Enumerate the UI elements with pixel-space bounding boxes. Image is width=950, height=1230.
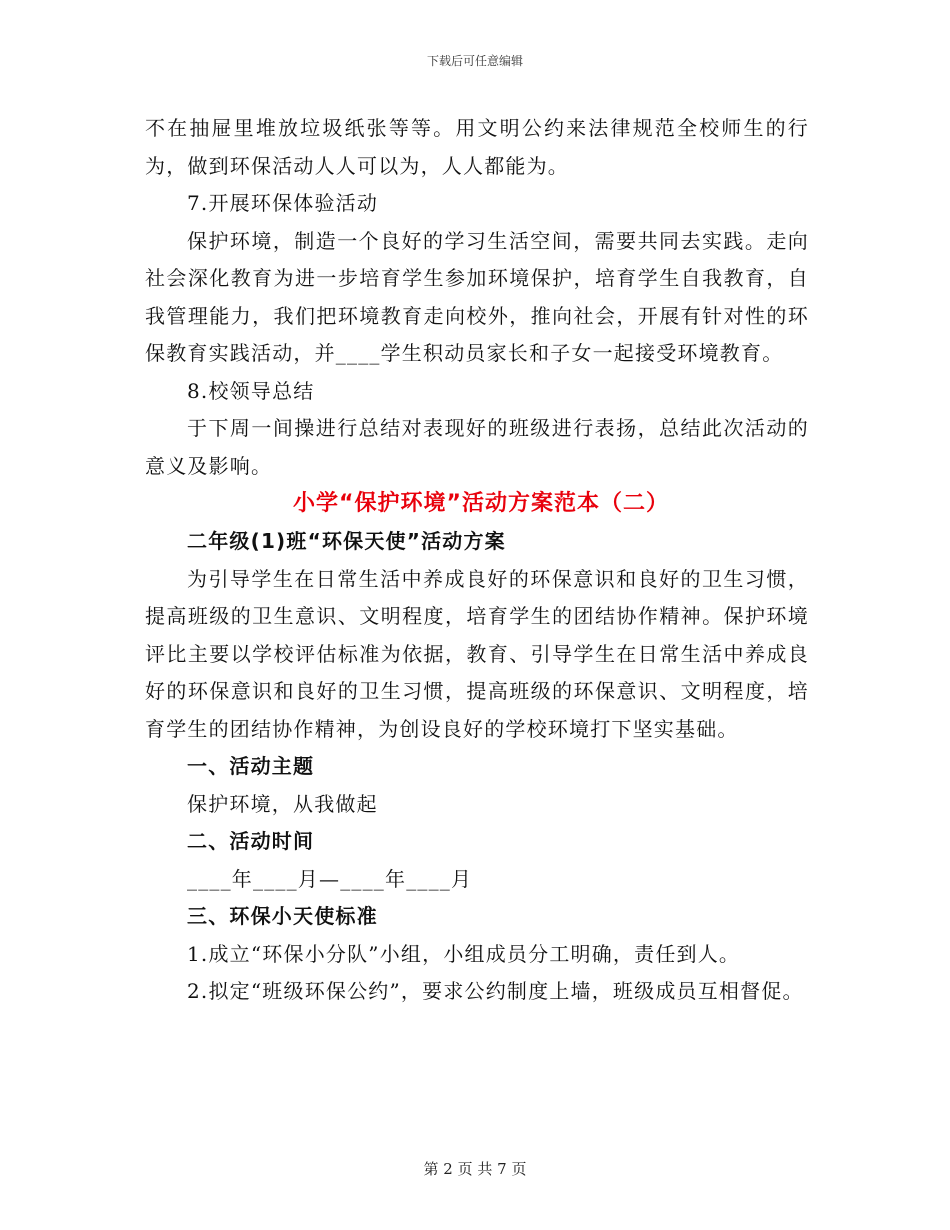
- heading-activity-time: 二、活动时间: [187, 829, 315, 853]
- section-title: 小学“保护环境”活动方案范本（二）: [293, 491, 669, 516]
- heading-activity-theme: 一、活动主题: [187, 754, 315, 778]
- activity-time-text: ____年____月—____年____月: [187, 866, 473, 891]
- item-7-body: 保护环境，制造一个良好的学习生活空间，需要共同去实践。走向社会深化教育为进一步培育学生参加环境保护，培育学生自我教育，自我管理能力，我们把环境教育走向校外，推向社会，开展有针对性的环保教育实践活动，并____学生积动员家长和子女一起接受环境教育。: [145, 228, 809, 365]
- heading-standards: 三、环保小天使标准: [187, 904, 378, 928]
- paragraph-continued: 不在抽屉里堆放垃圾纸张等等。用文明公约来法律规范全校师生的行为，做到环保活动人人可以为，人人都能为。: [145, 116, 809, 178]
- item-8-title: 8.校领导总结: [187, 378, 315, 403]
- item-8-body: 于下周一间操进行总结对表现好的班级进行表扬，总结此次活动的意义及影响。: [145, 416, 809, 478]
- page-header: 下载后可任意编辑: [426, 54, 523, 68]
- standard-item-2: 2.拟定“班级环保公约”，要求公约制度上墙，班级成员互相督促。: [187, 979, 804, 1003]
- item-7-title: 7.开展环保体验活动: [187, 191, 379, 215]
- plan-title: 二年级(1)班“环保天使”活动方案: [187, 529, 506, 553]
- document-body: [145, 110, 809, 1011]
- page-footer: 第 2 页 共 7 页: [423, 1160, 527, 1178]
- intro-paragraph: 为引导学生在日常生活中养成良好的环保意识和良好的卫生习惯，提高班级的卫生意识、文明程度，培育学生的团结协作精神。保护环境评比主要以学校评估标准为依据，教育、引导学生在日常生活中养成良好的环保意识和良好的卫生习惯，提高班级的环保意识、文明程度，培育学生的团结协作精神，为创设良好的学校环境打下坚实基础。: [145, 566, 809, 741]
- activity-theme-text: 保护环境，从我做起: [187, 791, 378, 816]
- standard-item-1: 1.成立“环保小分队”小组，小组成员分工明确，责任到人。: [187, 941, 741, 966]
